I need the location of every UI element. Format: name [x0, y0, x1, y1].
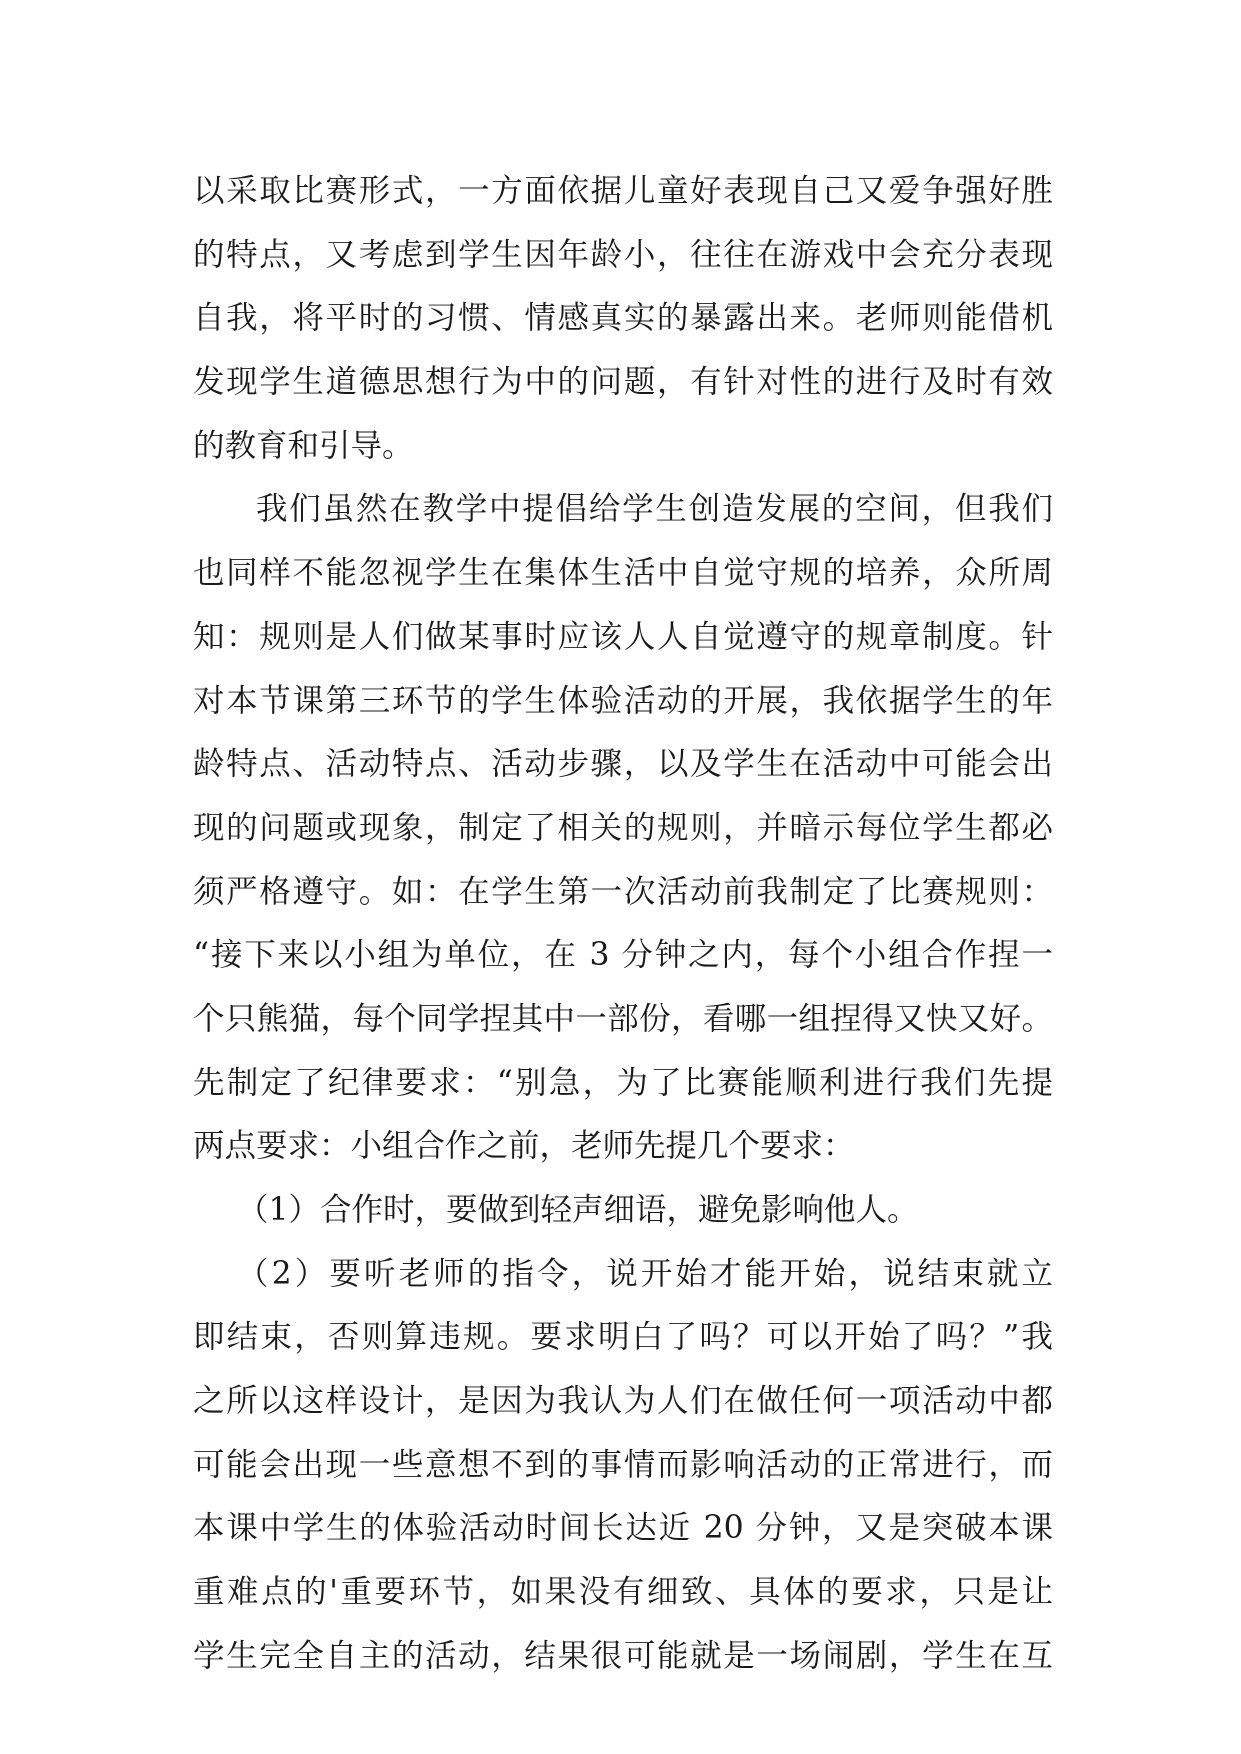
text-line: （2）要听老师的指令，说开始才能开始，说结束就立 — [237, 1255, 1053, 1292]
text-line: 个只熊猫，每个同学捏其中一部份，看哪一组捏得又快又好。 — [193, 1000, 1053, 1037]
text-line: 现的问题或现象，制定了相关的规则，并暗示每位学生都必 — [193, 809, 1053, 846]
text-line: 发现学生道德思想行为中的问题，有针对性的进行及时有效 — [193, 364, 1053, 401]
text-line: 即结束，否则算违规。要求明白了吗？可以开始了吗？”我 — [193, 1319, 1053, 1356]
text-line: 两点要求：小组合作之前，老师先提几个要求： — [193, 1128, 855, 1165]
text-line: 的特点，又考虑到学生因年龄小，往往在游戏中会充分表现 — [193, 236, 1053, 273]
text-line: 知：规则是人们做某事时应该人人自觉遵守的规章制度。针 — [193, 618, 1053, 655]
text-line: 自我，将平时的习惯、情感真实的暴露出来。老师则能借机 — [193, 300, 1053, 337]
text-line: 重难点的'重要环节，如果没有细致、具体的要求，只是让 — [193, 1574, 1053, 1611]
text-line: 可能会出现一些意想不到的事情而影响活动的正常进行，而 — [193, 1446, 1053, 1483]
text-line: 以采取比赛形式，一方面依据儿童好表现自己又爱争强好胜 — [193, 173, 1053, 209]
text-line: 之所以这样设计，是因为我认为人们在做任何一项活动中都 — [193, 1383, 1053, 1420]
document-body — [193, 160, 1053, 1689]
text-line: 龄特点、活动特点、活动步骤，以及学生在活动中可能会出 — [193, 746, 1053, 783]
text-line: 学生完全自主的活动，结果很可能就是一场闹剧，学生在互 — [193, 1637, 1053, 1674]
text-line: 我们虽然在教学中提倡给学生创造发展的空间，但我们 — [256, 491, 1053, 528]
text-line: 对本节课第三环节的学生体验活动的开展，我依据学生的年 — [193, 682, 1053, 719]
text-line: 本课中学生的体验活动时间长达近 20 分钟，又是突破本课 — [193, 1510, 1053, 1547]
text-line: 的教育和引导。 — [193, 427, 414, 464]
text-line: 须严格遵守。如：在学生第一次活动前我制定了比赛规则： — [193, 873, 1053, 910]
text-line: 先制定了纪律要求：“别急，为了比赛能顺利进行我们先提 — [193, 1064, 1053, 1101]
text-line: “接下来以小组为单位，在 3 分钟之内，每个小组合作捏一 — [193, 937, 1053, 974]
text-line: （1）合作时，要做到轻声细语，避免影响他人。 — [237, 1192, 919, 1228]
text-line: 也同样不能忽视学生在集体生活中自觉守规的培养，众所周 — [193, 555, 1053, 592]
